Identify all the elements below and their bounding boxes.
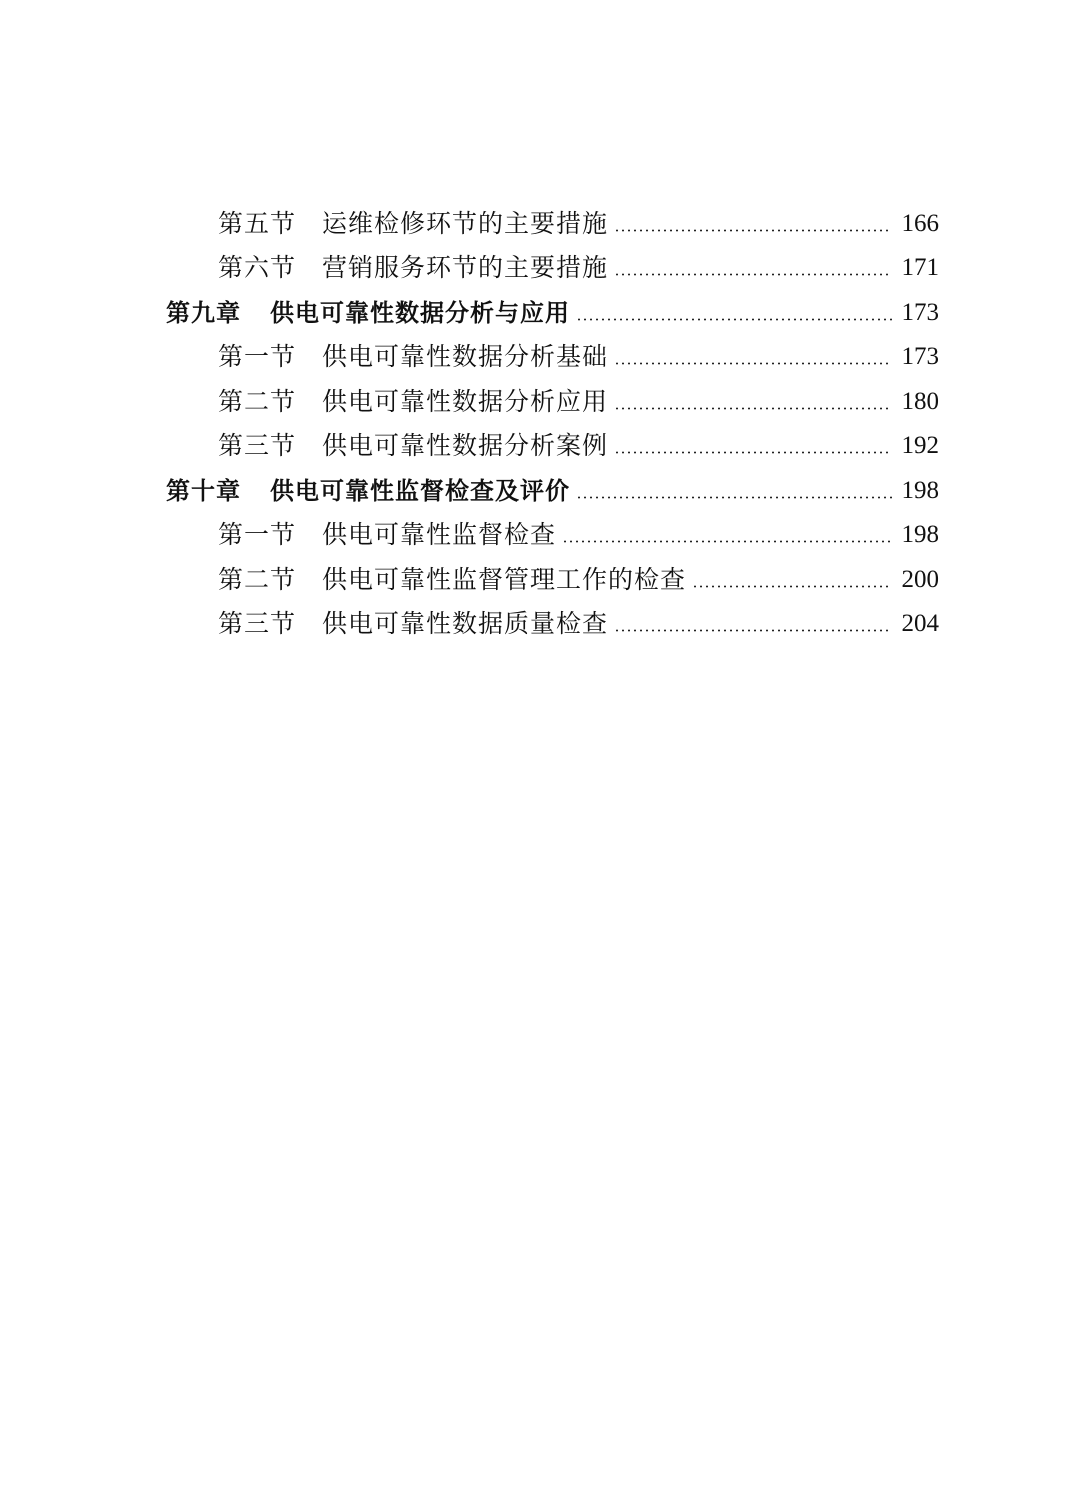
- dot-leader: [692, 585, 892, 588]
- toc-entry-page: 204: [901, 610, 939, 637]
- toc-chapter-entry: [0, 469, 1080, 513]
- toc-entry-page: 180: [901, 388, 939, 415]
- toc-chapter-title: 供电可靠性数据分析与应用: [270, 299, 570, 327]
- toc-entry-number: 第三节: [218, 609, 297, 638]
- dot-leader: [576, 496, 892, 499]
- dot-leader: [614, 629, 892, 632]
- toc-entry-title: 供电可靠性监督管理工作的检查: [322, 565, 687, 594]
- toc-entry-number: 第二节: [218, 387, 297, 416]
- toc-entry-page: 171: [901, 254, 939, 281]
- toc-entry: [0, 513, 1080, 557]
- toc-entry-number: 第三节: [218, 431, 297, 460]
- dot-leader: [614, 451, 892, 454]
- toc-entry-page: 166: [901, 210, 939, 237]
- toc-entry-title: 供电可靠性数据分析应用: [322, 387, 609, 416]
- toc-entry: [0, 335, 1080, 379]
- toc-entry-title: 供电可靠性数据分析案例: [322, 431, 609, 460]
- toc-entry-title: 供电可靠性数据质量检查: [322, 609, 609, 638]
- toc-entry-page: 200: [901, 566, 939, 593]
- toc-entry-number: 第一节: [218, 520, 297, 549]
- toc-entry-number: 第二节: [218, 565, 297, 594]
- toc-entry-title: 营销服务环节的主要措施: [322, 253, 609, 282]
- toc-chapter-number: 第九章: [166, 299, 241, 327]
- toc-entry: [0, 602, 1080, 646]
- toc-entry-page: 198: [901, 521, 939, 548]
- toc-entry-page: 192: [901, 432, 939, 459]
- toc-entry: [0, 202, 1080, 246]
- dot-leader: [614, 273, 892, 276]
- toc-entry-title: 供电可靠性监督检查: [322, 520, 557, 549]
- toc-entry: [0, 424, 1080, 468]
- toc-entry-page: 173: [901, 299, 939, 326]
- toc-entry: [0, 380, 1080, 424]
- toc-chapter-number: 第十章: [166, 477, 241, 505]
- dot-leader: [576, 318, 892, 321]
- dot-leader: [614, 362, 892, 365]
- toc-entry-number: 第五节: [218, 209, 297, 238]
- toc-entry: [0, 246, 1080, 290]
- toc-chapter-entry: [0, 291, 1080, 335]
- toc-entry: [0, 558, 1080, 602]
- toc-entry-number: 第一节: [218, 342, 297, 371]
- toc-entry-page: 173: [901, 343, 939, 370]
- dot-leader: [614, 407, 892, 410]
- toc-entry-page: 198: [901, 477, 939, 504]
- toc-entry-title: 供电可靠性数据分析基础: [322, 342, 609, 371]
- toc-chapter-title: 供电可靠性监督检查及评价: [270, 477, 570, 505]
- dot-leader: [562, 540, 892, 543]
- toc-entry-number: 第六节: [218, 253, 297, 282]
- toc-entry-title: 运维检修环节的主要措施: [322, 209, 609, 238]
- dot-leader: [614, 229, 892, 232]
